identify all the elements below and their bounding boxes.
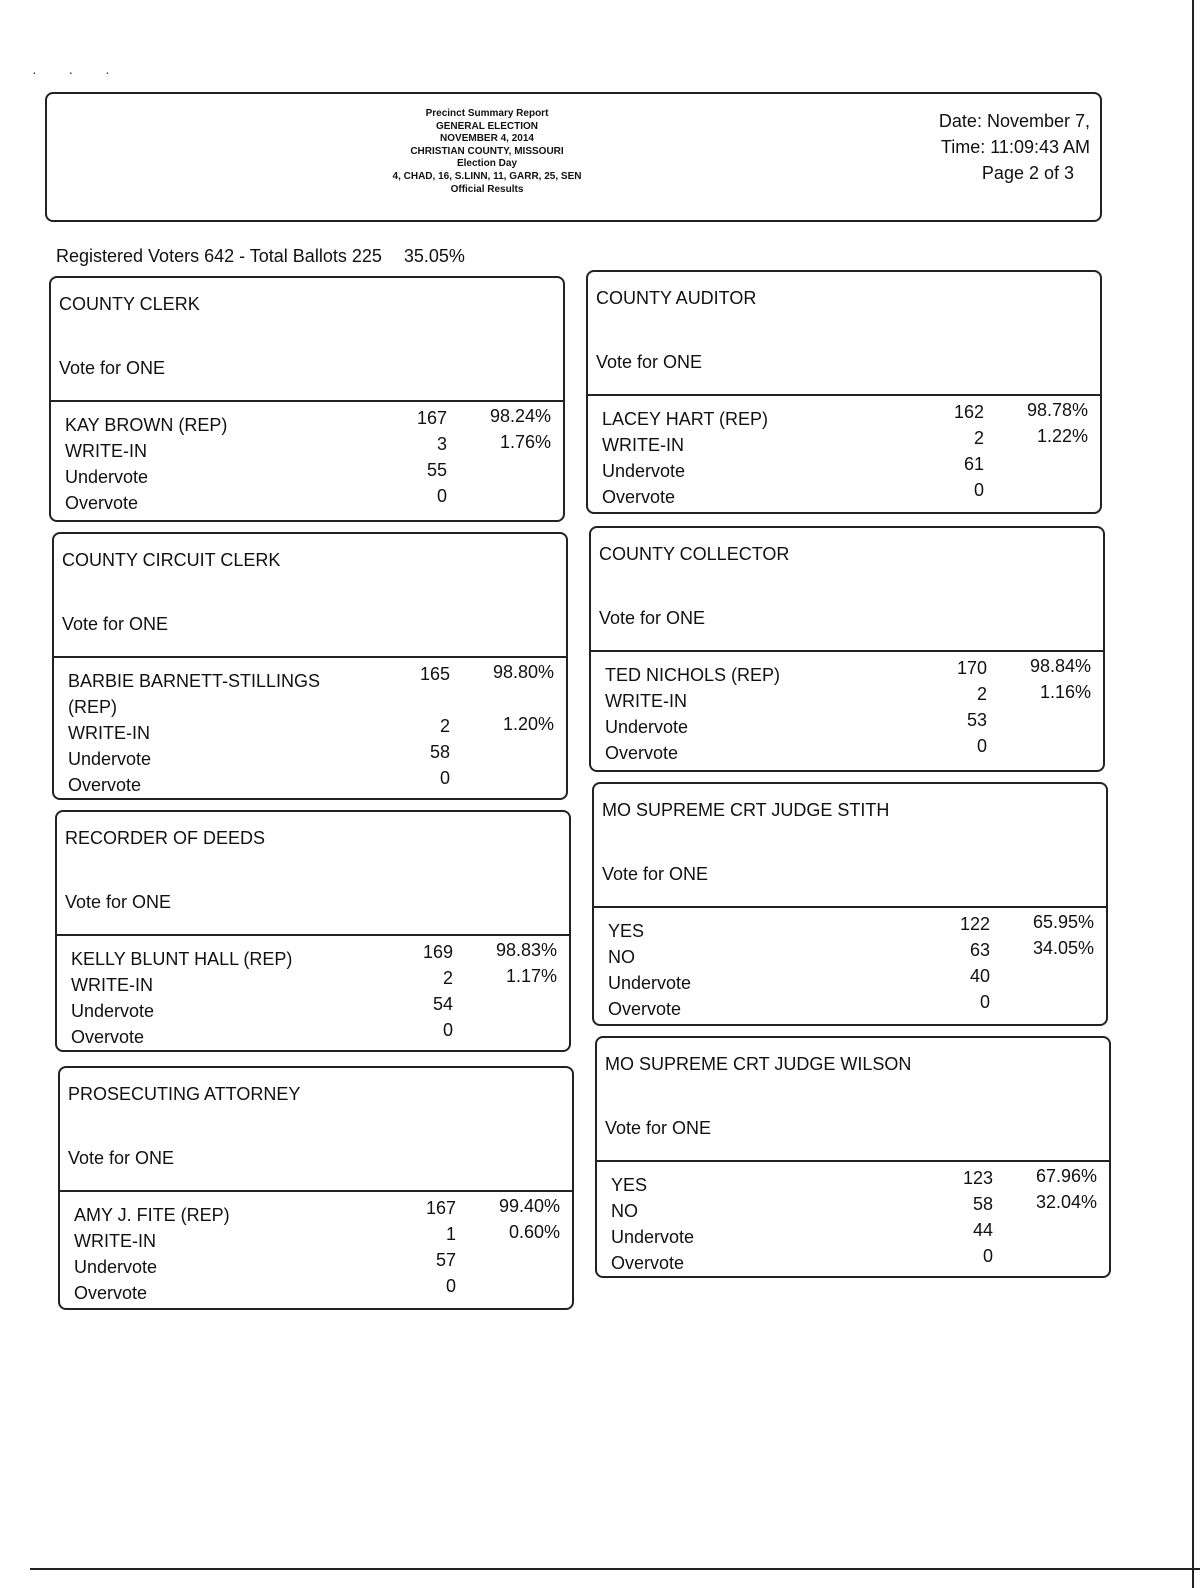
ballot-type: Election Day [456,158,518,170]
race-title: COUNTY COLLECTOR [599,544,790,564]
turnout-percent: 35.05% [403,246,465,266]
candidate-row [57,966,569,998]
candidate-name: Undervote [65,467,149,487]
candidate-name: Undervote [608,973,692,993]
vote-for-instruction: Vote for ONE [602,864,709,884]
vote-for-instruction: Vote for ONE [59,358,166,378]
turnout-summary [56,246,465,267]
candidate-name: Undervote [611,1227,695,1247]
results-status: Official Results [450,183,524,195]
candidate-row [54,714,566,746]
report-type: Precinct Summary Report [425,108,549,119]
candidate-row [51,486,563,516]
race-box [52,532,568,800]
candidate-list [54,662,566,798]
vote-percent: 98.78% [1026,400,1088,420]
report-title-block [347,108,627,196]
election-date: NOVEMBER 4, 2014 [440,133,534,145]
vote-count: 165 [419,664,450,684]
candidate-list [57,940,569,1050]
candidate-name: YES [611,1175,648,1195]
vote-count: 3 [436,434,447,454]
candidate-name: WRITE-IN [605,691,687,711]
candidate-row [597,1220,1109,1250]
vote-for-instruction: Vote for ONE [605,1118,712,1138]
vote-count: 0 [445,1276,456,1296]
vote-percent: 1.76% [499,432,551,452]
vote-count: 2 [439,716,450,736]
candidate-row [588,454,1100,484]
vote-count: 58 [429,742,450,762]
candidate-name: WRITE-IN [71,975,153,995]
candidate-name: AMY J. FITE (REP) [74,1205,230,1225]
race-box [595,1036,1111,1278]
race-title: MO SUPREME CRT JUDGE STITH [602,800,890,820]
candidate-list [60,1196,572,1306]
race-divider [591,650,1103,652]
candidate-row [57,1020,569,1050]
candidate-row [594,992,1106,1022]
vote-percent: 98.83% [495,940,557,960]
vote-percent: 1.22% [1036,426,1088,446]
report-time: Time: 11:09:43 AM [940,137,1090,157]
vote-count: 0 [979,992,990,1012]
race-divider [54,656,566,658]
candidate-row [591,736,1103,766]
report-date: Date: November 7, [938,111,1090,131]
candidate-row [591,682,1103,714]
race-title: RECORDER OF DEEDS [65,828,266,848]
vote-for-instruction: Vote for ONE [599,608,706,628]
vote-count: 0 [976,736,987,756]
vote-count: 44 [972,1220,993,1240]
race-box [592,782,1108,1026]
candidate-name: Overvote [611,1253,685,1273]
vote-count: 2 [442,968,453,988]
vote-percent: 1.20% [502,714,554,734]
scan-specks: · · · [32,64,124,80]
vote-percent: 0.60% [508,1222,560,1242]
vote-for-instruction: Vote for ONE [596,352,703,372]
candidate-name: Overvote [65,493,139,513]
vote-count: 123 [962,1168,993,1188]
race-title: COUNTY CLERK [59,294,200,314]
race-box [589,526,1105,772]
candidate-row [60,1222,572,1254]
vote-count: 40 [969,966,990,986]
candidate-name: NO [608,947,635,967]
candidate-row [60,1276,572,1306]
vote-count: 63 [969,940,990,960]
vote-for-instruction: Vote for ONE [62,614,169,634]
candidate-name: WRITE-IN [74,1231,156,1251]
candidate-name: Overvote [602,487,676,507]
vote-percent: 98.24% [489,406,551,426]
race-divider [60,1190,572,1192]
race-title: COUNTY CIRCUIT CLERK [62,550,281,570]
vote-count: 1 [445,1224,456,1244]
vote-count: 57 [435,1250,456,1270]
candidate-list [51,406,563,516]
candidate-name: BARBIE BARNETT-STILLINGS (REP) [68,671,321,717]
vote-count: 122 [959,914,990,934]
candidate-name: Undervote [605,717,689,737]
vote-percent: 34.05% [1032,938,1094,958]
candidate-row [588,426,1100,458]
candidate-name: WRITE-IN [602,435,684,455]
page-edge-bottom [30,1568,1200,1570]
candidate-row [588,480,1100,510]
page-edge-right [1192,0,1194,1588]
candidate-name: Undervote [68,749,152,769]
candidate-name: Overvote [608,999,682,1019]
vote-count: 58 [972,1194,993,1214]
race-box [55,810,571,1052]
vote-for-instruction: Vote for ONE [65,892,172,912]
candidate-name: TED NICHOLS (REP) [605,665,781,685]
vote-count: 0 [442,1020,453,1040]
vote-count: 162 [953,402,984,422]
candidate-row [54,662,566,720]
candidate-row [597,1246,1109,1276]
vote-count: 2 [973,428,984,448]
vote-percent: 32.04% [1035,1192,1097,1212]
race-divider [594,906,1106,908]
vote-percent: 65.95% [1032,912,1094,932]
county-name: CHRISTIAN COUNTY, MISSOURI [410,145,564,157]
candidate-name: LACEY HART (REP) [602,409,769,429]
candidate-list [597,1166,1109,1276]
vote-percent: 67.96% [1035,1166,1097,1186]
vote-count: 54 [432,994,453,1014]
candidate-name: KELLY BLUNT HALL (REP) [71,949,293,969]
precinct-list: 4, CHAD, 16, S.LINN, 11, GARR, 25, SEN [392,170,582,182]
race-title: PROSECUTING ATTORNEY [68,1084,301,1104]
candidate-row [54,768,566,798]
candidate-name: Overvote [68,775,142,795]
vote-count: 61 [963,454,984,474]
candidate-row [60,1250,572,1280]
candidate-name: Overvote [605,743,679,763]
candidate-name: WRITE-IN [65,441,147,461]
race-box [586,270,1102,514]
vote-percent: 1.17% [505,966,557,986]
candidate-row [594,966,1106,996]
candidate-name: YES [608,921,645,941]
candidate-name: Undervote [602,461,686,481]
candidate-name: WRITE-IN [68,723,150,743]
candidate-name: KAY BROWN (REP) [65,415,228,435]
candidate-row [597,1192,1109,1224]
race-divider [597,1160,1109,1162]
vote-count: 170 [956,658,987,678]
election-name: GENERAL ELECTION [435,120,539,132]
candidate-list [594,912,1106,1022]
vote-count: 0 [439,768,450,788]
vote-count: 55 [426,460,447,480]
vote-percent: 98.80% [492,662,554,682]
candidate-name: Undervote [71,1001,155,1021]
report-meta [890,108,1090,186]
race-title: MO SUPREME CRT JUDGE WILSON [605,1054,912,1074]
race-divider [57,934,569,936]
race-divider [588,394,1100,396]
candidate-name: NO [611,1201,638,1221]
page-number: Page 2 of 3 [981,163,1074,183]
candidate-list [588,400,1100,510]
candidate-row [51,432,563,464]
race-divider [51,400,563,402]
vote-count: 0 [436,486,447,506]
vote-percent: 1.16% [1039,682,1091,702]
race-title: COUNTY AUDITOR [596,288,757,308]
candidate-row [591,710,1103,740]
vote-count: 167 [425,1198,456,1218]
race-box [49,276,565,522]
race-box [58,1066,574,1310]
candidate-row [594,938,1106,970]
vote-count: 167 [416,408,447,428]
vote-percent: 99.40% [498,1196,560,1216]
candidate-row [57,994,569,1024]
candidate-name: Overvote [71,1027,145,1047]
candidate-row [54,742,566,772]
vote-count: 2 [976,684,987,704]
candidate-row [51,460,563,490]
vote-for-instruction: Vote for ONE [68,1148,175,1168]
registered-voters: Registered Voters 642 - Total Ballots 225 [56,246,382,266]
vote-count: 0 [973,480,984,500]
report-header [45,92,1102,222]
vote-count: 0 [982,1246,993,1266]
vote-percent: 98.84% [1029,656,1091,676]
vote-count: 169 [422,942,453,962]
vote-count: 53 [966,710,987,730]
candidate-list [591,656,1103,766]
candidate-name: Undervote [74,1257,158,1277]
candidate-name: Overvote [74,1283,148,1303]
